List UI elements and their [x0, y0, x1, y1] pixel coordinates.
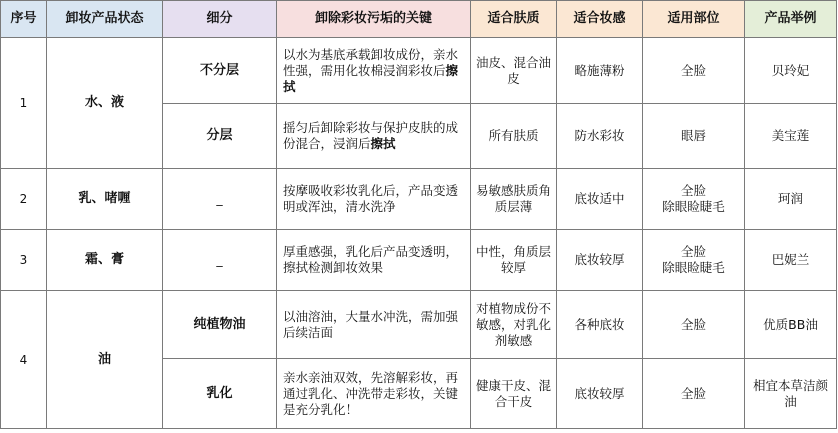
header-skin: 适合肤质: [471, 1, 557, 38]
row-skin: 对植物成份不敏感，对乳化剂敏感: [471, 291, 557, 359]
row-makeup: 略施薄粉: [557, 38, 643, 104]
row-state: 霜、膏: [47, 230, 163, 291]
header-state: 卸妆产品状态: [47, 1, 163, 38]
area-line: 除眼睑睫毛: [662, 260, 725, 275]
row-state: 水、液: [47, 38, 163, 169]
row-skin: 健康干皮、混合干皮: [471, 359, 557, 429]
header-makeup: 适合妆感: [557, 1, 643, 38]
row-example: 美宝莲: [745, 104, 837, 169]
row-example: 优质BB油: [745, 291, 837, 359]
row-state: 油: [47, 291, 163, 429]
row-area: 眼唇: [643, 104, 745, 169]
row-makeup: 底妆较厚: [557, 359, 643, 429]
row-area: [643, 169, 745, 230]
row-makeup: 底妆适中: [557, 169, 643, 230]
row-seq: 1: [1, 38, 47, 169]
row-sub: _: [163, 230, 277, 291]
key-emphasis: 擦拭: [283, 62, 459, 94]
table-row: [1, 38, 837, 104]
header-seq: 序号: [1, 1, 47, 38]
table-row: [1, 230, 837, 291]
header-area: 适用部位: [643, 1, 745, 38]
row-makeup: 各种底妆: [557, 291, 643, 359]
row-key: 厚重感强，乳化后产品变透明，擦拭检测卸妆效果: [277, 230, 471, 291]
row-area: 全脸: [643, 291, 745, 359]
row-example: 巴妮兰: [745, 230, 837, 291]
row-sub: _: [163, 169, 277, 230]
row-sub: 纯植物油: [163, 291, 277, 359]
key-text: 摇匀后卸除彩妆与保护皮肤的成份混合，浸润后: [283, 120, 459, 151]
row-area: [643, 230, 745, 291]
row-makeup: 底妆较厚: [557, 230, 643, 291]
table-row: [1, 291, 837, 359]
row-sub: 乳化: [163, 359, 277, 429]
row-skin: 易敏感肤质角质层薄: [471, 169, 557, 230]
area-line: 全脸: [680, 183, 706, 198]
row-key: 按摩吸收彩妆乳化后，产品变透明或浑浊，清水洗净: [277, 169, 471, 230]
row-state: 乳、啫喱: [47, 169, 163, 230]
row-example: 珂润: [745, 169, 837, 230]
key-text: 以水为基底承载卸妆成份，亲水性强，需用化妆棉浸润彩妆后: [283, 46, 459, 78]
header-sub: 细分: [163, 1, 277, 38]
row-key: [277, 104, 471, 169]
row-area: 全脸: [643, 38, 745, 104]
row-example: 相宜本草洁颜油: [745, 359, 837, 429]
row-skin: 中性，角质层较厚: [471, 230, 557, 291]
row-key: [277, 38, 471, 104]
row-skin: 油皮、混合油皮: [471, 38, 557, 104]
row-example: 贝玲妃: [745, 38, 837, 104]
header-example: 产品举例: [745, 1, 837, 38]
key-emphasis: 擦拭: [370, 136, 396, 151]
header-key: 卸除彩妆污垢的关键: [277, 1, 471, 38]
row-sub: 不分层: [163, 38, 277, 104]
table-row: [1, 169, 837, 230]
row-sub: 分层: [163, 104, 277, 169]
row-makeup: 防水彩妆: [557, 104, 643, 169]
area-line: 全脸: [680, 244, 706, 259]
row-key: 亲水亲油双效，先溶解彩妆，再通过乳化、冲洗带走彩妆，关键是充分乳化！: [277, 359, 471, 429]
row-key: 以油溶油，大量水冲洗，需加强后续洁面: [277, 291, 471, 359]
row-skin: 所有肤质: [471, 104, 557, 169]
row-seq: 3: [1, 230, 47, 291]
row-area: 全脸: [643, 359, 745, 429]
row-seq: 2: [1, 169, 47, 230]
row-seq: 4: [1, 291, 47, 429]
area-line: 除眼睑睫毛: [662, 199, 725, 214]
header-row: [1, 1, 837, 38]
